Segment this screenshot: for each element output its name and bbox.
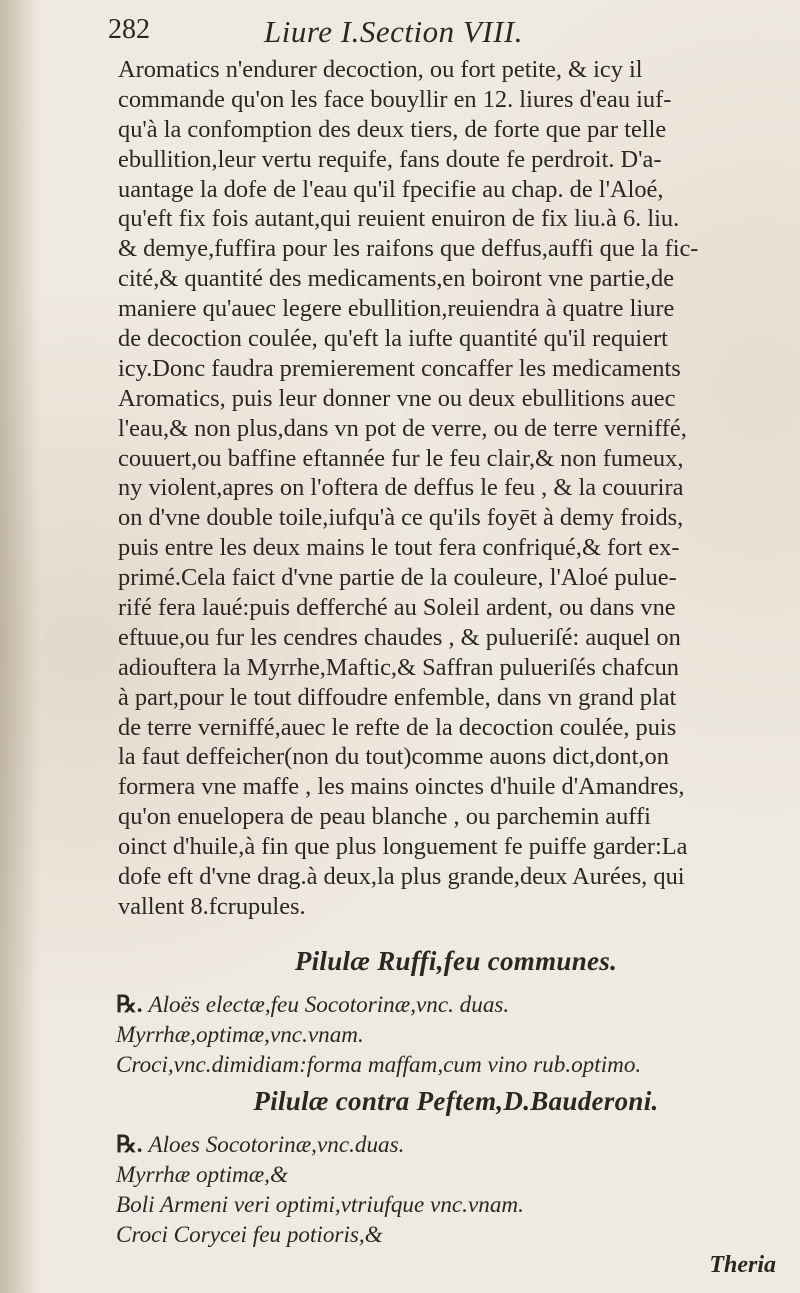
body-line: de terre verniffé,auec le refte de la decoction coulée, puis [118, 713, 677, 741]
body-line: qu'on enuelopera de peau blanche , ou parchemin auffi [118, 803, 651, 831]
body-line: qu'eft fix fois autant,qui reuient enuiron de fix liu.à 6. liu. [118, 205, 680, 233]
body-line: Aromatics n'endurer decoction, ou fort petite, & icy il [118, 56, 643, 83]
recipe-line: Croci,vnc.dimidiam:forma maffam,cum vino rub.optimo. [116, 1052, 642, 1078]
body-line: à part,pour le tout diffoudre enfemble, dans vn grand plat [118, 683, 677, 711]
recipe-ingredient: Aloës electæ,feu Socotorinæ,vnc. duas. [148, 992, 510, 1018]
recipe-line: Boli Armeni veri optimi,vtriufque vnc.vnam. [116, 1192, 524, 1218]
body-line: Aromatics, puis leur donner vne ou deux ebullitions auec [118, 384, 676, 412]
body-line: ebullition,leur vertu requife, fans doute fe perdroit. D'a- [118, 145, 662, 173]
body-line: adiouftera la Myrrhe,Maftic,& Saffran pulueriſés chafcun [118, 653, 679, 681]
catchword: Theria [709, 1252, 776, 1278]
running-title: Liure I.Section VIII. [264, 14, 523, 49]
recipe-pilulae-ruffi [116, 990, 796, 1080]
body-line: & demye,fuffira pour les raifons que deffus,auffi que la fic- [118, 235, 699, 263]
body-line: uantage la dofe de l'eau qu'il fpecifie au chap. de l'Aloé, [118, 175, 664, 203]
body-line: oinct d'huile,à fin que plus longuement fe puiffe garder:La [118, 833, 688, 861]
recipe-line [116, 1130, 786, 1160]
body-line: maniere qu'auec legere ebullition,reuiendra à quatre liure [118, 295, 675, 323]
body-line: primé.Cela faict d'vne partie de la couleure, l'Aloé pulue- [118, 564, 677, 592]
body-line: ny violent,apres on l'oftera de deffus le feu , & la couurira [118, 474, 684, 502]
body-line: cité,& quantité des medicaments,en boiront vne partie,de [118, 265, 675, 293]
recipe-ingredient: Aloes Socotorinæ,vnc.duas. [148, 1132, 405, 1158]
body-line: rifé fera laué:puis defferché au Soleil ardent, ou dans vne [118, 594, 676, 622]
running-head [108, 14, 788, 54]
recipe-title-pilulae-contra-pestem: Pilulæ contra Peftem,D.Bauderoni. [253, 1086, 659, 1116]
body-line: commande qu'on les face bouyllir en 12. liures d'eau iuf- [118, 85, 672, 113]
recipe-line: Myrrhæ,optimæ,vnc.vnam. [116, 1022, 364, 1048]
body-line: l'eau,& non plus,dans vn pot de verre, ou de terre verniffé, [118, 414, 687, 442]
binding-shadow [0, 0, 40, 1293]
body-line: qu'à la confomption des deux tiers, de forte que par telle [118, 115, 667, 143]
recipe-title-pilulae-ruffi: Pilulæ Ruffi,feu communes. [294, 946, 618, 976]
body-line: puis entre les deux mains le tout fera confriqué,& fort ex- [118, 534, 680, 562]
body-line: de decoction coulée, qu'eft la iufte quantité qu'il requiert [118, 325, 668, 353]
recipe-line: Croci Corycei feu potioris,& [116, 1222, 383, 1248]
body-line: dofe eft d'vne drag.à deux,la plus grande,deux Aurées, qui [118, 863, 685, 891]
body-line: icy.Donc faudra premierement concaffer les medicaments [118, 354, 681, 382]
page-number: 282 [108, 14, 150, 45]
body-line: eftuue,ou fur les cendres chaudes , & pulueriſé: auquel on [118, 623, 681, 651]
recipe-line [116, 990, 786, 1020]
recipe-pilulae-contra-pestem [116, 1130, 796, 1250]
body-line: la faut deffeicher(non du tout)comme auons dict,dont,on [118, 743, 669, 771]
recipe-line: Myrrhæ optimæ,& [116, 1162, 288, 1188]
rx-symbol: ℞. [116, 1132, 143, 1158]
body-line: couuert,ou baffine eftannée fur le feu clair,& non fumeux, [118, 444, 684, 472]
body-line: vallent 8.fcrupules. [118, 892, 306, 920]
body-line: on d'vne double toile,iufqu'à ce qu'ils foyēt à demy froids, [118, 504, 684, 532]
rx-symbol: ℞. [116, 992, 143, 1018]
body-text [118, 55, 790, 922]
body-line: formera vne maffe , les mains oinctes d'huile d'Amandres, [118, 773, 685, 801]
